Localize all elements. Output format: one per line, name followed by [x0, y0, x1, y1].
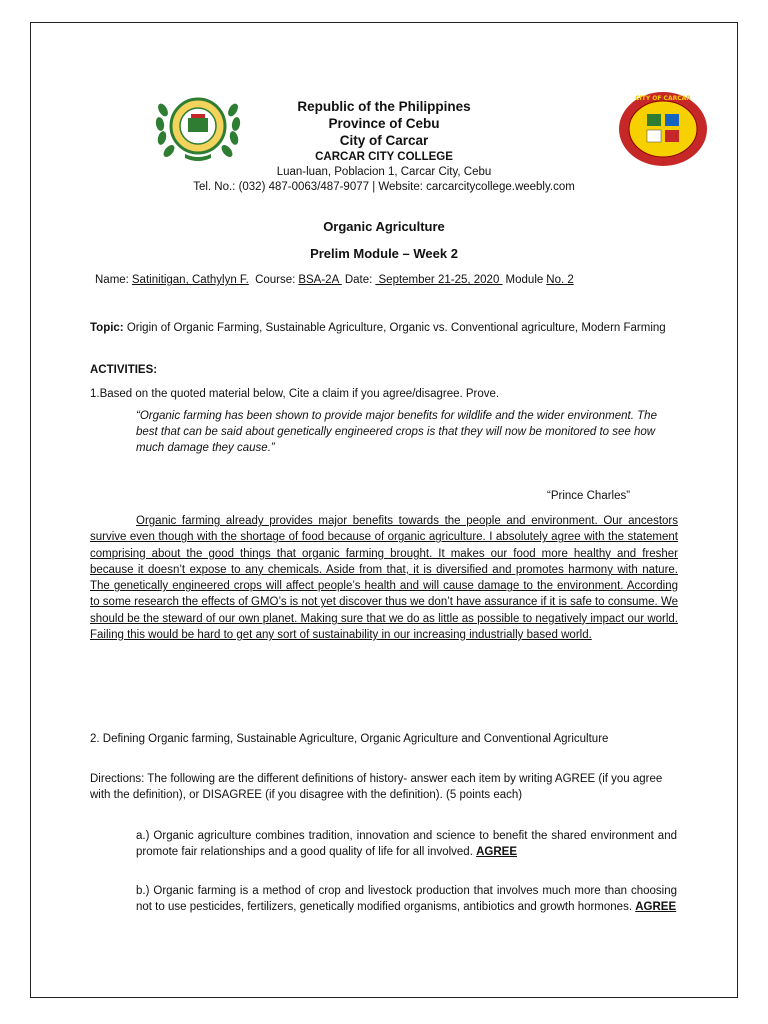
svg-text:CITY OF CARCAR: CITY OF CARCAR	[635, 95, 691, 102]
topic-paragraph	[90, 320, 678, 336]
header-details	[0, 150, 768, 195]
header-block	[0, 98, 768, 149]
topic-text: Origin of Organic Farming, Sustainable Agriculture, Organic vs. Conventional agriculture, Modern Farming	[123, 322, 666, 334]
question2-prompt: 2. Defining Organic farming, Sustainable Agriculture, Organic Agriculture and Conventional Agriculture	[90, 733, 609, 745]
module-label: Module	[505, 274, 544, 286]
question1-quote: “Organic farming has been shown to provide major benefits for wildlife and the wider environment. The best that can be said about genetically engineered crops is that they will now be monitored to see how much damage they cause.”	[136, 410, 657, 454]
definition-item-a	[136, 828, 677, 860]
definition-text: a.) Organic agriculture combines tradition, innovation and science to benefit the shared environment and promote fair relationships and a good quality of life for all involved.	[136, 830, 677, 858]
question1-prompt: 1.Based on the quoted material below, Cite a claim if you agree/disagree. Prove.	[90, 388, 500, 400]
contact-line: Tel. No.: (032) 487-0063/487-9077 | Website: carcarcitycollege.weebly.com	[193, 181, 575, 193]
activities-label: ACTIVITIES:	[90, 364, 158, 376]
address-line: Luan-luan, Poblacion 1, Carcar City, Cebu	[276, 166, 492, 178]
quote-author: “Prince Charles”	[547, 490, 631, 502]
course-title: Organic Agriculture	[323, 219, 445, 234]
definition-answer: AGREE	[476, 846, 517, 858]
definition-item-b	[136, 883, 677, 915]
name-label: Name:	[95, 274, 129, 286]
province-line: Province of Cebu	[328, 116, 440, 131]
module-value: No. 2	[546, 274, 574, 286]
date-label: Date:	[344, 274, 373, 286]
definition-answer: AGREE	[635, 901, 677, 913]
country-line: Republic of the Philippines	[297, 99, 471, 114]
question2-directions: Directions: The following are the different definitions of history- answer each item by writing AGREE (if you agree with the definition), or DISAGREE (if you disagree with the definition). (5 points each)	[90, 773, 663, 801]
date-value: September 21-25, 2020	[375, 274, 503, 286]
course-label: Course:	[255, 274, 296, 286]
topic-label: Topic:	[90, 322, 124, 334]
definition-text: b.) Organic farming is a method of crop and livestock production that involves much more than choosing not to use pesticides, fertilizers, genetically modified organisms, antibiotics and growth hormones.	[136, 885, 677, 913]
question1-answer: Organic farming already provides major benefits towards the people and environment. Our ancestors survive even though with the shortage of food because of organic agriculture. I absolutely agree with the statement comprising about the good things that organic farming brought. It makes our food more healthy and fresher because it doesn’t expose to any chemicals. Aside from that, it is diversified and promotes harmony with nature. The genetically engineered crops will affect people’s health and will cause damage to the environment. According to some research the effects of GMO’s is not yet discover thus we don’t have assurance if it is safe to consume. We should be the steward of our own planet. Making sure that we do as little as possible to negatively impact our world. Failing this would be hard to get any sort of sustainability in our increasing industrially based world.	[90, 515, 678, 642]
course-value: BSA-2A	[298, 274, 342, 286]
college-name: CARCAR CITY COLLEGE	[315, 151, 453, 163]
student-info-line	[95, 274, 577, 286]
name-value: Satinitigan, Cathylyn F.	[131, 274, 249, 286]
city-line: City of Carcar	[339, 133, 429, 148]
module-title: Prelim Module – Week 2	[310, 246, 458, 261]
